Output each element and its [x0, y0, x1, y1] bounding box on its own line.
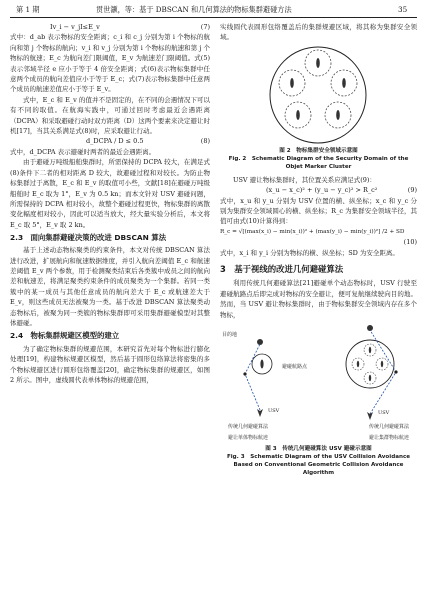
paragraph: 式中，x_i 和 y_i 分别为物标的横、纵坐标；SD 为安全距离。 — [220, 248, 399, 257]
cluster-panel — [346, 325, 398, 420]
figure-3-caption-cn: 图 3 传统几何避碰算法 USV 避碰示意图 — [265, 445, 372, 452]
security-domain-diagram — [220, 43, 417, 147]
equation-10-formula: R_c = √[(max(x_i) − min(x_i))² + (max(y_i) − min(y_i))²] /2 + SD — [220, 228, 405, 235]
equation-8 — [10, 136, 210, 146]
paragraph: 由于避碰万吨级船舶集群时，所需保持的 DCPA 较大，在满足式(8)条件下二者的相对距离 D 较大，故避碰过程和对较长。为防止物标集群过于离散，E_c 和 E_v 的取值可小些，文献[18]在避碰万吨级船舶时 E_c 取为 1°，E_v 为 0.5 kn；而本文针对 USV 避碰问题，所需保持的 DCPA 相对较小，故整个避碰过程更快，物标集群的离散变化幅度相对较小，因此可以适当放大，经大量实验分析后，本文将 E_c 取 5°，E_v 取 2 kn。 — [10, 158, 210, 229]
target-ship-icons — [290, 58, 346, 120]
left-column — [10, 22, 210, 385]
paragraph: 实线圆代表圆形包络覆盖后的集群规避区域，将其称为集群安全领域。 — [220, 23, 417, 42]
usv-icon — [367, 412, 373, 420]
figure-2-caption-cn: 图 2 物标集群安全领域示意图 — [279, 147, 358, 154]
label-destination: 目的地 — [222, 332, 238, 339]
paragraph: 式中，E_c 和 E_v 的值并不是固定的，在不同的会遇情况下可以有不同的取值。在航海实践中，可通过回时考虑最近会遇距离（DCPA）和采取避碰行动时双方距离（D）这两个要素来决定避让时机[17]，当其关系满足式(8)时，应采取避让行动。 — [10, 95, 210, 136]
paragraph: 基于上述动态物标聚类的约束条件，本文对传统 DBSCAN 算法进行改进，扩展航向和航速数据维度，并引入航向差阈值 E_c 和航速差阈值 E_v 两个参数，用于检测聚类结束后各类簇中成员之间的航向差和航速差，将满足聚类约束条件的成员聚类为一个集群。若同一类簇中的某一成员与其他任意成员的航向差大于 E_c 或航速差大于 E_v，则这些成员无法被聚为一类。基于改进 DBSCAN 算法聚类动态物标后，被聚为同一类簇的物标集群即可采用集群避碰模型对其整体避碰。 — [10, 246, 210, 327]
paragraph: 为了确定物标集群的规避范围，本研究首先对每个物标进行膨化处理[19]，构建物标规避区模型，然后基于圆形包络算法将密集的多个物标规避区进行圆形包络覆盖[20]，确定物标集群的规避区，如图 2 所示。图中，虚线圆代表单体物标的规避范围， — [10, 344, 210, 384]
equation-7-number: (7) — [200, 23, 210, 31]
equation-10-number-row — [220, 237, 417, 247]
figure-3-legend — [220, 422, 417, 443]
figure-3 — [220, 322, 417, 422]
paragraph: 利用传统几何避碰算法[21]避碰单个动态物标时，USV 行驶至避碰航路点后即完成对物标的安全避让，便可复航继续驶向目的地。然而，当 USV 避让物标集群时，由于物标集群安全领域内存在多个物标， — [220, 279, 417, 319]
section-heading-3: 3 基于视线的改进几何避碰算法 — [220, 264, 344, 275]
section-heading-2-3: 2.3 面向集群避碰决策的改进 DBSCAN 算法 — [10, 233, 167, 243]
waypoint-marker — [243, 372, 246, 375]
paragraph: 式中，x_u 和 y_u 分别为 USV 位置的横、纵坐标；x_c 和 y_c 分别为集群安全领域圆心的横、纵坐标；R_c 为集群安全领域半径，其值可由式(10)计算得到： — [220, 196, 417, 226]
waypoint-marker — [394, 370, 397, 373]
section-heading-2-4: 2.4 物标集群规避区模型的建立 — [10, 331, 120, 341]
equation-7-formula: Ⅰv_i − v_jⅠ≤E_v — [50, 23, 100, 31]
usv-icon — [257, 409, 263, 417]
running-title: 贯世灏，等：基于 DBSCAN 和几何算法的物标集群避碰方法 — [96, 5, 292, 14]
equation-10 — [220, 227, 417, 237]
label-usv-left: USV — [268, 408, 280, 415]
paragraph: 式中：d_ab 表示物标的安全距离；c_i 和 c_j 分别为第 i 个物标的航向和第 j 个物标的航向；v_i 和 v_j 分别为第 i 个物标的航速和第 j 个物标的航速；E_c 为航向差门限阈值，E_v 为航速差门限阈值。式(5)表示邻域半径 e 应小于等于 4 倍安全距离；式(6)表示物标集群中任意两个成员的航向差值应小于等于 E_c；式(7)表示物标集群中任意两个成员的航速差值应小于等于 E_v。 — [10, 33, 210, 94]
equation-8-number: (8) — [200, 137, 210, 146]
figure-2 — [220, 43, 417, 147]
figure-3-caption-en: Fig. 3 Schematic Diagram of the USV Collision Avoidance Based on Conventional Geometric Collision Avoidance Algorithm — [226, 453, 411, 476]
issue-number: 第 1 期 — [16, 5, 40, 14]
avoidance-trajectory-cluster — [370, 330, 396, 414]
header-rule — [10, 17, 417, 18]
equation-10-number: (10) — [403, 238, 417, 247]
legend-single: 传统几何避碰算法 避让单体物标航迹 — [228, 424, 269, 441]
paragraph: 式中，d_DCPA 表示避碰时两者的最近会遇距离。 — [10, 147, 156, 156]
destination-marker — [257, 339, 263, 345]
right-column — [220, 22, 417, 477]
equation-9-formula: (x_u − x_c)² + (y_u − y_c)² > R_c² — [266, 186, 378, 195]
figure-2-caption-en: Fig. 2 Schematic Diagram of the Security Domain of the Objet Marker Cluster — [228, 155, 409, 170]
equation-9-number: (9) — [407, 186, 417, 195]
equation-7 — [10, 22, 210, 32]
paragraph: USV 避让物标集群时，其位置关系应满足式(9)： — [233, 175, 376, 184]
equation-9 — [220, 185, 417, 195]
legend-cluster: 传统几何避碰算法 避让集群物标航迹 — [368, 424, 409, 441]
page-number: 35 — [398, 5, 408, 14]
label-waypoint: 避碰航路点 — [282, 364, 308, 371]
equation-8-formula: d_DCPA / D ≤ 0.5 — [86, 137, 144, 146]
label-usv-right: USV — [378, 410, 390, 417]
avoidance-trajectory-single — [245, 344, 260, 410]
collision-avoidance-diagram — [220, 322, 417, 422]
